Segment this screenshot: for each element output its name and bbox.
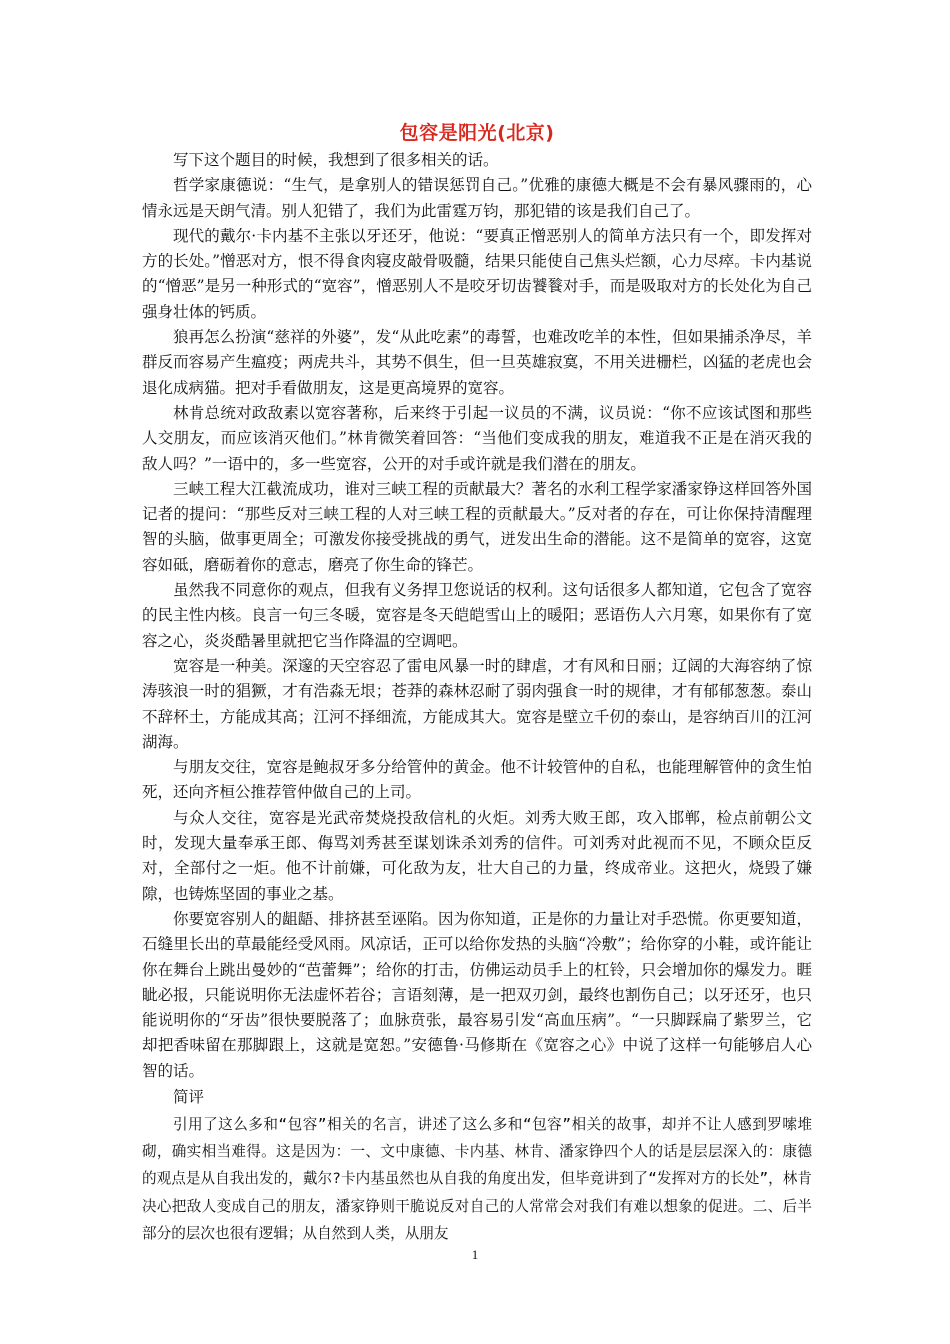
review-text: 引用了这么多和“包容”相关的名言，讲述了这么多和“包容”相关的故事，却并不让人感到罗嗦堆砌，确实相当难得。这是因为：一、文中康德、卡内基、林肯、潘家铮四个人的话是层层深入的：康德的观点是从自我出发的，戴尔?卡内基虽然也从自我的角度出发，但毕竟讲到了“发挥对方的长处”，林肯决心把敌人变成自己的朋友，潘家铮则干脆说反对自己的人常常会对我们有难以想象的促进。二、后半部分的层次也很有逻辑；从自然到人类，从朋友 — [142, 1115, 812, 1242]
paragraph-kant: 哲学家康德说：“生气，是拿别人的错误惩罚自己。”优雅的康德大概是不会有暴风骤雨的，心情永远是天朗气清。别人犯错了，我们为此雷霆万钧，那犯错的该是我们自己了。 — [142, 176, 812, 220]
paragraph-wolf-tiger: 狼再怎么扮演“慈祥的外婆”，发“从此吃素”的毒誓，也难改吃羊的本性，但如果捕杀净尽，羊群反而容易产生瘟疫；两虎共斗，其势不俱生，但一旦英雄寂寞，不用关进栅栏，凶猛的老虎也会退化成病猫。把对手看做朋友，这是更高境界的宽容。 — [142, 328, 812, 397]
document-title: 包容是阳光(北京) — [399, 122, 555, 144]
paragraph-beauty: 宽容是一种美。深邃的天空容忍了雷电风暴一时的肆虐，才有风和日丽；辽阔的大海容纳了惊涛骇浪一时的猖獗，才有浩淼无垠；苍莽的森林忍耐了弱肉强食一时的规律，才有郁郁葱葱。泰山不辞杯土，方能成其高；江河不择细流，方能成其大。宽容是壁立千仞的泰山，是容纳百川的江河湖海。 — [142, 656, 812, 751]
paragraph-intro: 写下这个题目的时候，我想到了很多相关的话。 — [173, 151, 499, 169]
review-label: 简评 — [173, 1087, 205, 1106]
document-body — [142, 118, 812, 1247]
paragraph-forgiveness: 你要宽容别人的龃龉、排挤甚至诬陷。因为你知道，正是你的力量让对手恐慌。你更要知道，石缝里长出的草最能经受风雨。风凉话，正可以给你发热的头脑“冷敷”；给你穿的小鞋，或许能让你在舞台上跳出曼妙的“芭蕾舞”；给你的打击，仿佛运动员手上的杠铃，只会增加你的爆发力。睚眦必报，只能说明你无法虚怀若谷；言语刻薄，是一把双刃剑，最终也割伤自己；以牙还牙，也只能说明你的“牙齿”很快要脱落了；血脉贲张，最容易引发“高血压病”。“一只脚踩扁了紫罗兰，它却把香味留在那脚跟上，这就是宽恕。”安德鲁·马修斯在《宽容之心》中说了这样一句能够启人心智的话。 — [142, 909, 812, 1080]
paragraph-friends: 与朋友交往，宽容是鲍叔牙多分给管仲的黄金。他不计较管仲的自私，也能理解管仲的贪生怕死，还向齐桓公推荐管仲做自己的上司。 — [142, 758, 812, 802]
paragraph-lincoln: 林肯总统对政敌素以宽容著称，后来终于引起一议员的不满，议员说：“你不应该试图和那些人交朋友，而应该消灭他们。”林肯微笑着回答：“当他们变成我的朋友，难道我不正是在消灭我的敌人吗？”一语中的，多一些宽容，公开的对手或许就是我们潜在的朋友。 — [142, 403, 812, 473]
paragraph-three-gorges: 三峡工程大江截流成功，谁对三峡工程的贡献最大？著名的水利工程学家潘家铮这样回答外国记者的提问：“那些反对三峡工程的人对三峡工程的贡献最大。”反对者的存在，可让你保持清醒理智的头脑，做事更周全；可激发你接受挑战的勇气，迸发出生命的潜能。这不是简单的宽容，这宽容如砥，磨砺着你的意志，磨亮了你生命的锋芒。 — [142, 479, 812, 574]
paragraph-carnegie: 现代的戴尔·卡内基不主张以牙还牙，他说：“要真正憎恶别人的简单方法只有一个，即发挥对方的长处。”憎恶对方，恨不得食肉寝皮敲骨吸髓，结果只能使自己焦头烂额，心力尽瘁。卡内基说的“憎恶”是另一种形式的“宽容”，憎恶别人不是咬牙切齿饕餮对手，而是吸取对方的长处化为自己强身壮体的钙质。 — [142, 226, 812, 321]
paragraph-democracy: 虽然我不同意你的观点，但我有义务捍卫您说话的权利。这句话很多人都知道，它包含了宽容的民主性内核。良言一句三冬暖，宽容是冬天皑皑雪山上的暖阳；恶语伤人六月寒，如果你有了宽容之心，炎炎酷暑里就把它当作降温的空调吧。 — [142, 581, 812, 650]
paragraph-liu-xiu: 与众人交往，宽容是光武帝焚烧投敌信札的火炬。刘秀大败王郎，攻入邯郸，检点前朝公文时，发现大量奉承王郎、侮骂刘秀甚至谋划诛杀刘秀的信件。可刘秀对此视而不见，不顾众臣反对，全部付之一炬。他不计前嫌，可化敌为友，壮大自己的力量，终成帝业。这把火，烧毁了嫌隙，也铸炼坚固的事业之基。 — [142, 808, 812, 903]
page-number: 1 — [471, 1247, 479, 1262]
